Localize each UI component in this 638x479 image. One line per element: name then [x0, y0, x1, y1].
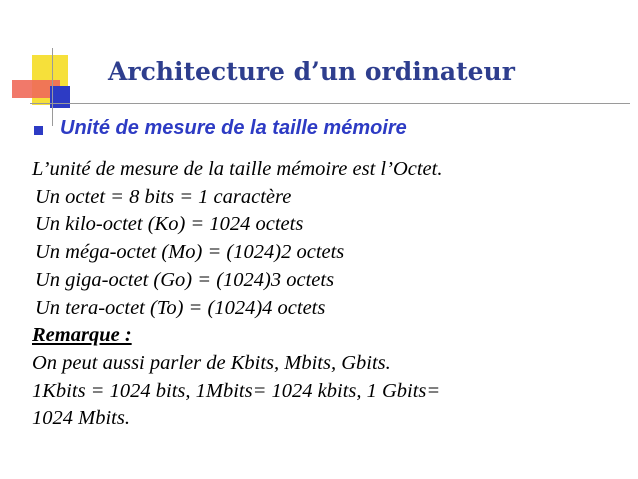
slide-body [32, 156, 622, 433]
remark-label: Remarque : [32, 324, 132, 347]
body-line-giga: Un giga-octet (Go) = (1024)3 octets [35, 268, 335, 291]
remark-line-2: 1Kbits = 1024 bits, 1Mbits= 1024 kbits, 1 Gbits= [32, 379, 441, 402]
body-line-octet: Un octet = 8 bits = 1 caractère [35, 185, 292, 208]
logo-blue-block [50, 86, 70, 108]
slide-title: Architecture d’un ordinateur [108, 57, 515, 86]
bullet-square-icon [34, 126, 43, 135]
slide-subtitle: Unité de mesure de la taille mémoire [60, 117, 407, 139]
logo-vertical-line [52, 48, 53, 126]
body-line-tera: Un tera-octet (To) = (1024)4 octets [35, 296, 326, 319]
body-line-intro: L’unité de mesure de la taille mémoire est l’Octet. [32, 158, 443, 180]
body-line-mega: Un méga-octet (Mo) = (1024)2 octets [35, 241, 345, 264]
body-line-kilo: Un kilo-octet (Ko) = 1024 octets [35, 213, 304, 236]
remark-line-3: 1024 Mbits. [32, 407, 130, 430]
remark-line-1: On peut aussi parler de Kbits, Mbits, Gbits. [32, 351, 391, 374]
title-underline [30, 103, 630, 104]
